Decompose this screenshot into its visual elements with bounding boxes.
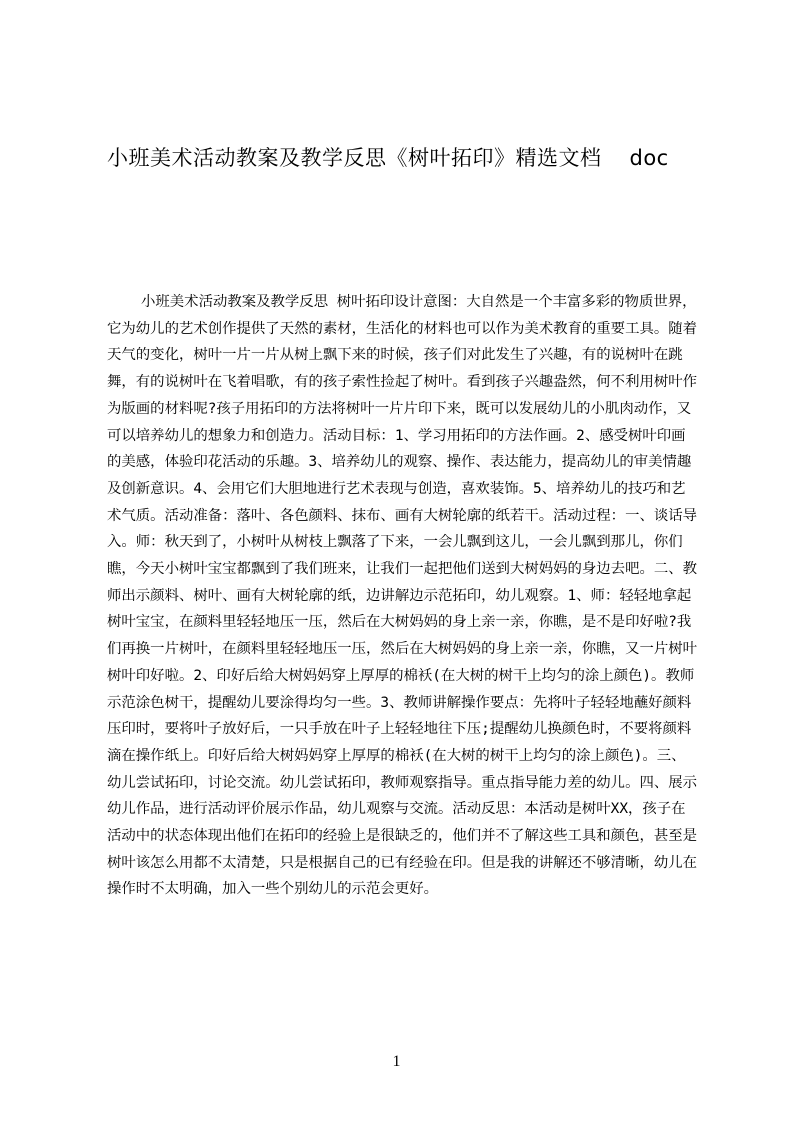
title-suffix: doc (629, 146, 669, 170)
document-title (107, 143, 707, 173)
body-paragraph: 小班美术活动教案及教学反思 树叶拓印设计意图：大自然是一个丰富多彩的物质世界，它为幼儿的艺术创作提供了天然的素材，生活化的材料也可以作为美术教育的重要工具。随着天气的变化，树叶一片一片从树上飘下来的时候，孩子们对此发生了兴趣，有的说树叶在跳舞，有的说树叶在飞着唱歌，有的孩子索性捡起了树叶。看到孩子兴趣盎然，何不利用树叶作为版画的材料呢?孩子用拓印的方法将树叶一片片印下来，既可以发展幼儿的小肌肉动作，又可以培养幼儿的想象力和创造力。活动目标：1、学习用拓印的方法作画。2、感受树叶印画的美感，体验印花活动的乐趣。3、培养幼儿的观察、操作、表达能力，提高幼儿的审美情趣及创新意识。4、会用它们大胆地进行艺术表现与创造，喜欢装饰。5、培养幼儿的技巧和艺术气质。活动准备：落叶、各色颜料、抹布、画有大树轮廓的纸若干。活动过程：一、谈话导入。师：秋天到了，小树叶从树枝上飘落了下来，一会儿飘到这儿，一会儿飘到那儿，你们瞧，今天小树叶宝宝都飘到了我们班来，让我们一起把他们送到大树妈妈的身边去吧。二、教师出示颜料、树叶、画有大树轮廓的纸，边讲解边示范拓印，幼儿观察。1、师：轻轻地拿起树叶宝宝，在颜料里轻轻地压一压，然后在大树妈妈的身上亲一亲，你瞧，是不是印好啦?我们再换一片树叶，在颜料里轻轻地压一压，然后在大树妈妈的身上亲一亲，你瞧，又一片树叶树叶印好啦。2、印好后给大树妈妈穿上厚厚的棉袄(在大树的树干上均匀的涂上颜色)。教师示范涂色树干，提醒幼儿要涂得均匀一些。3、教师讲解操作要点：先将叶子轻轻地蘸好颜料压印时，要将叶子放好后，一只手放在叶子上轻轻地往下压;提醒幼儿换颜色时，不要将颜料滴在操作纸上。印好后给大树妈妈穿上厚厚的棉袄(在大树的树干上均匀的涂上颜色)。三、幼儿尝试拓印，讨论交流。幼儿尝试拓印，教师观察指导。重点指导能力差的幼儿。四、展示幼儿作品，进行活动评价展示作品，幼儿观察与交流。活动反思：本活动是树叶XX，孩子在活动中的状态体现出他们在拓印的经验上是很缺乏的，他们并不了解这些工具和颜色，甚至是树叶该怎么用都不太清楚，只是根据自己的已有经验在印。但是我的讲解还不够清晰，幼儿在操作时不太明确，加入一些个别幼儿的示范会更好。 (107, 294, 698, 898)
page-number: 1 (392, 1053, 401, 1070)
title-text: 小班美术活动教案及教学反思《树叶拓印》精选文档 (107, 146, 602, 170)
